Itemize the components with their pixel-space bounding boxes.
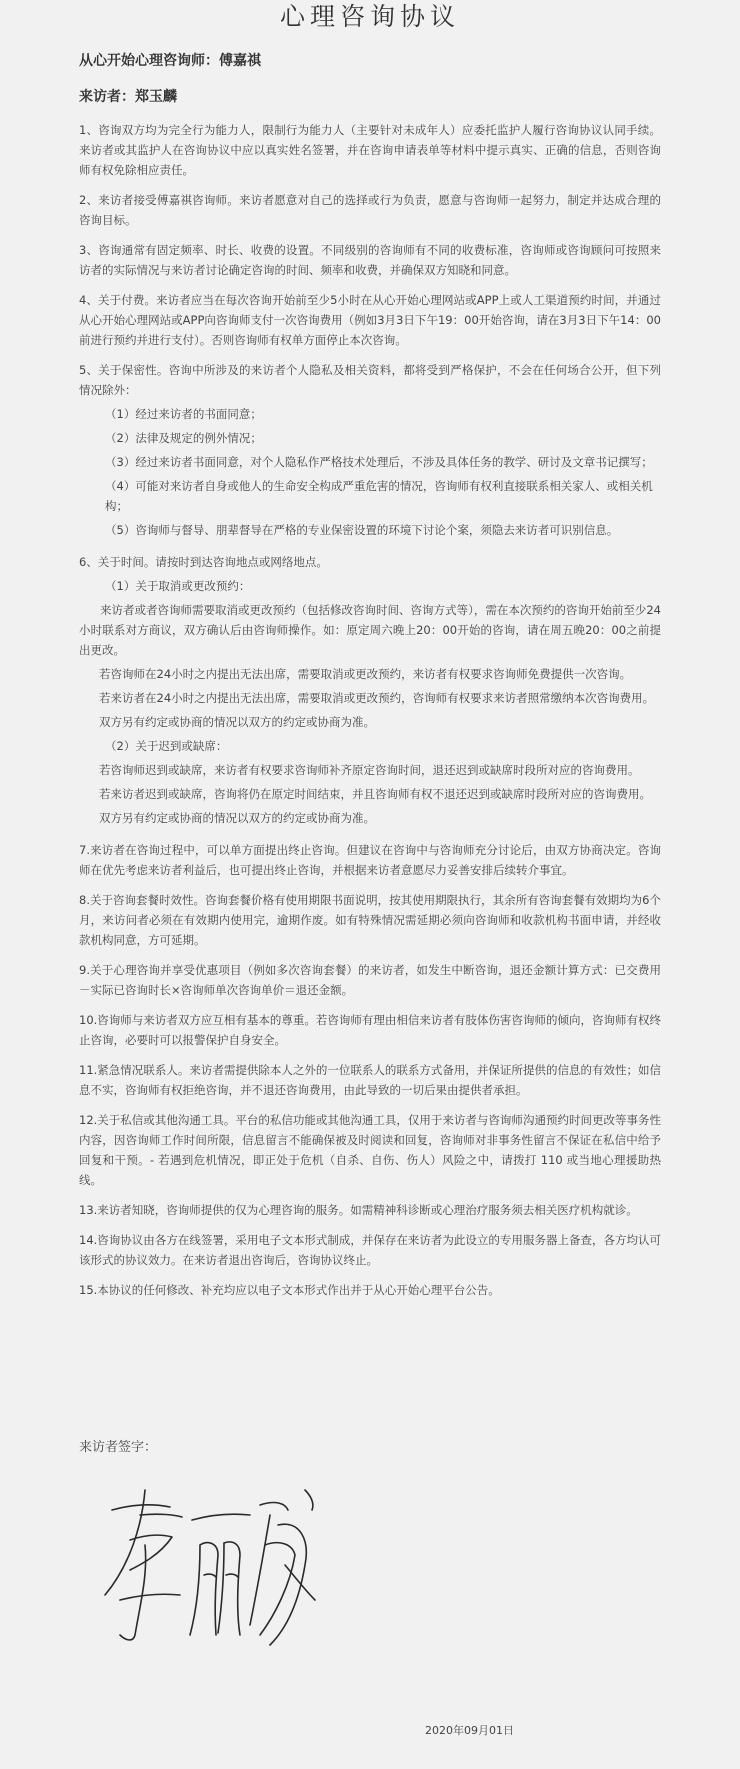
clause-6-sub1-heading: （1）关于取消或更改预约： (105, 579, 251, 593)
clause-8: 8.关于咨询套餐时效性。咨询套餐价格有使用期限书面说明，按其使用期限执行，其余所有咨询套餐有效期均为6个月，来访问者必须在有效期内使用完，逾期作废。如有特殊情况需延期必须向咨询师和收款机构书面申请，并经收款机构同意，方可延期。 (79, 893, 661, 947)
clause-6-sub2-line: 若咨询师迟到或缺席，来访者有权要求咨询师补齐原定咨询时间，退还迟到或缺席时段所对应的咨询费用。 (99, 763, 640, 777)
clause-13: 13.来访者知晓，咨询师提供的仅为心理咨询的服务。如需精神科诊断或心理治疗服务须去相关医疗机构就诊。 (79, 1203, 638, 1217)
clause-5-item: （4）可能对来访者自身或他人的生命安全构成严重危害的情况，咨询师有权利直接联系相关家人、或相关机构； (105, 479, 653, 513)
clause-3: 3、咨询通常有固定频率、时长、收费的设置。不同级别的咨询师有不同的收费标准，咨询师或咨询顾问可按照来访者的实际情况与来访者讨论确定咨询的时间、频率和收费，并确保双方知晓和同意。 (79, 243, 661, 277)
clause-6-sub1-line: 双方另有约定或协商的情况以双方的约定或协商为准。 (99, 715, 375, 729)
page-title: 心理咨询协议 (279, 2, 460, 31)
clause-6-sub1-line: 若咨询师在24小时之内提出无法出席，需要取消或更改预约，来访者有权要求咨询师免费提供一次咨询。 (99, 667, 632, 681)
clauses-body (79, 120, 661, 1310)
clause-5-item: （2）法律及规定的例外情况； (105, 431, 262, 445)
clause-4: 4、关于付费。来访者应当在每次咨询开始前至少5小时在从心开始心理网站或APP上或人工渠道预约时间，并通过从心开始心理网站或APP向咨询师支付一次咨询费用（例如3月3日下午19：00开始咨询，请在3月3日下午14：00前进行预约并进行支付）。否则咨询师有权单方面停止本次咨询。 (79, 293, 661, 347)
clause-6-sub2-line: 若来访者迟到或缺席，咨询将仍在原定时间结束，并且咨询师有权不退还迟到或缺席时段所对应的咨询费用。 (99, 787, 651, 801)
clause-6-sub1-line: 若来访者在24小时之内提出无法出席，需要取消或更改预约，咨询师有权要求来访者照常缴纳本次咨询费用。 (99, 691, 655, 705)
clause-6-sub2-line: 双方另有约定或协商的情况以双方的约定或协商为准。 (99, 811, 375, 825)
clause-14: 14.咨询协议由各方在线签署，采用电子文本形式制成，并保存在来访者为此设立的专用服务器上备查，各方均认可该形式的协议效力。在来访者退出咨询后，咨询协议终止。 (79, 1233, 661, 1267)
signature-label: 来访者签字： (79, 1440, 158, 1455)
clause-12: 12.关于私信或其他沟通工具。平台的私信功能或其他沟通工具，仅用于来访者与咨询师沟通预约时间更改等事务性内容，因咨询师工作时间所限，信息留言不能确保被及时阅读和回复，咨询师对非事务性留言不保证在私信中给予回复和干预。- 若遇到危机情况，即正处于危机（自杀、自伤、伤人）风险之中，请拨打 110 或当地心理援助热线。 (79, 1113, 661, 1187)
clause-6-sub1-text: 来访者或者咨询师需要取消或更改预约（包括修改咨询时间、咨询方式等），需在本次预约的咨询开始前至少24小时联系对方商议，双方确认后由咨询师操作。如：原定周六晚上20：00开始的咨询，请在周五晚20：00之前提出更改。 (79, 603, 661, 657)
clause-2: 2、来访者接受傅嘉祺咨询师。来访者愿意对自己的选择或行为负责，愿意与咨询师一起努力，制定并达成合理的咨询目标。 (79, 193, 661, 227)
clause-11: 11.紧急情况联系人。来访者需提供除本人之外的一位联系人的联系方式备用，并保证所提供的信息的有效性；如信息不实，咨询师有权拒绝咨询，并不退还咨询费用，由此导致的一切后果由提供者承担。 (79, 1063, 661, 1097)
clause-1: 1、咨询双方均为完全行为能力人，限制行为能力人（主要针对未成年人）应委托监护人履行咨询协议认同手续。来访者或其监护人在咨询协议中应以真实姓名签署，并在咨询申请表单等材料中提示真实、正确的信息，否则咨询师有权免除相应责任。 (79, 123, 661, 177)
clause-5: 5、关于保密性。咨询中所涉及的来访者个人隐私及相关资料，都将受到严格保护，不会在任何场合公开，但下列情况除外： (79, 363, 661, 397)
clause-10: 10.咨询师与来访者双方应互相有基本的尊重。若咨询师有理由相信来访者有肢体伤害咨询师的倾向，咨询师有权终止咨询，必要时可以报警保护自身安全。 (79, 1013, 661, 1047)
clause-7: 7.来访者在咨询过程中，可以单方面提出终止咨询。但建议在咨询中与咨询师充分讨论后，由双方协商决定。咨询师在优先考虑来访者利益后，也可提出终止咨询，并根据来访者意愿尽力妥善安排后续转介事宜。 (79, 843, 661, 877)
clause-6: 6、关于时间。请按时到达咨询地点或网络地点。 (79, 555, 328, 569)
clause-5-item: （3）经过来访者书面同意，对个人隐私作严格技术处理后，不涉及具体任务的教学、研讨及文章书记撰写； (105, 455, 653, 469)
clause-15: 15.本协议的任何修改、补充均应以电子文本形式作出并于从心开始心理平台公告。 (79, 1283, 500, 1297)
clause-5-item: （1）经过来访者的书面同意； (105, 407, 262, 421)
visitor-line: 来访者：郑玉麟 (79, 89, 177, 105)
clause-9: 9.关于心理咨询并享受优惠项目（例如多次咨询套餐）的来访者，如发生中断咨询，退还金额计算方式：已交费用－实际已咨询时长×咨询师单次咨询单价＝退还金额。 (79, 963, 661, 997)
counselor-line: 从心开始心理咨询师：傅嘉祺 (79, 53, 261, 69)
signature-date: 2020年09月01日 (425, 1724, 514, 1737)
clause-5-item: （5）咨询师与督导、朋辈督导在严格的专业保密设置的环境下讨论个案，须隐去来访者可识别信息。 (105, 523, 619, 537)
clause-6-sub2-heading: （2）关于迟到或缺席： (105, 739, 228, 753)
handwritten-signature (100, 1485, 340, 1665)
